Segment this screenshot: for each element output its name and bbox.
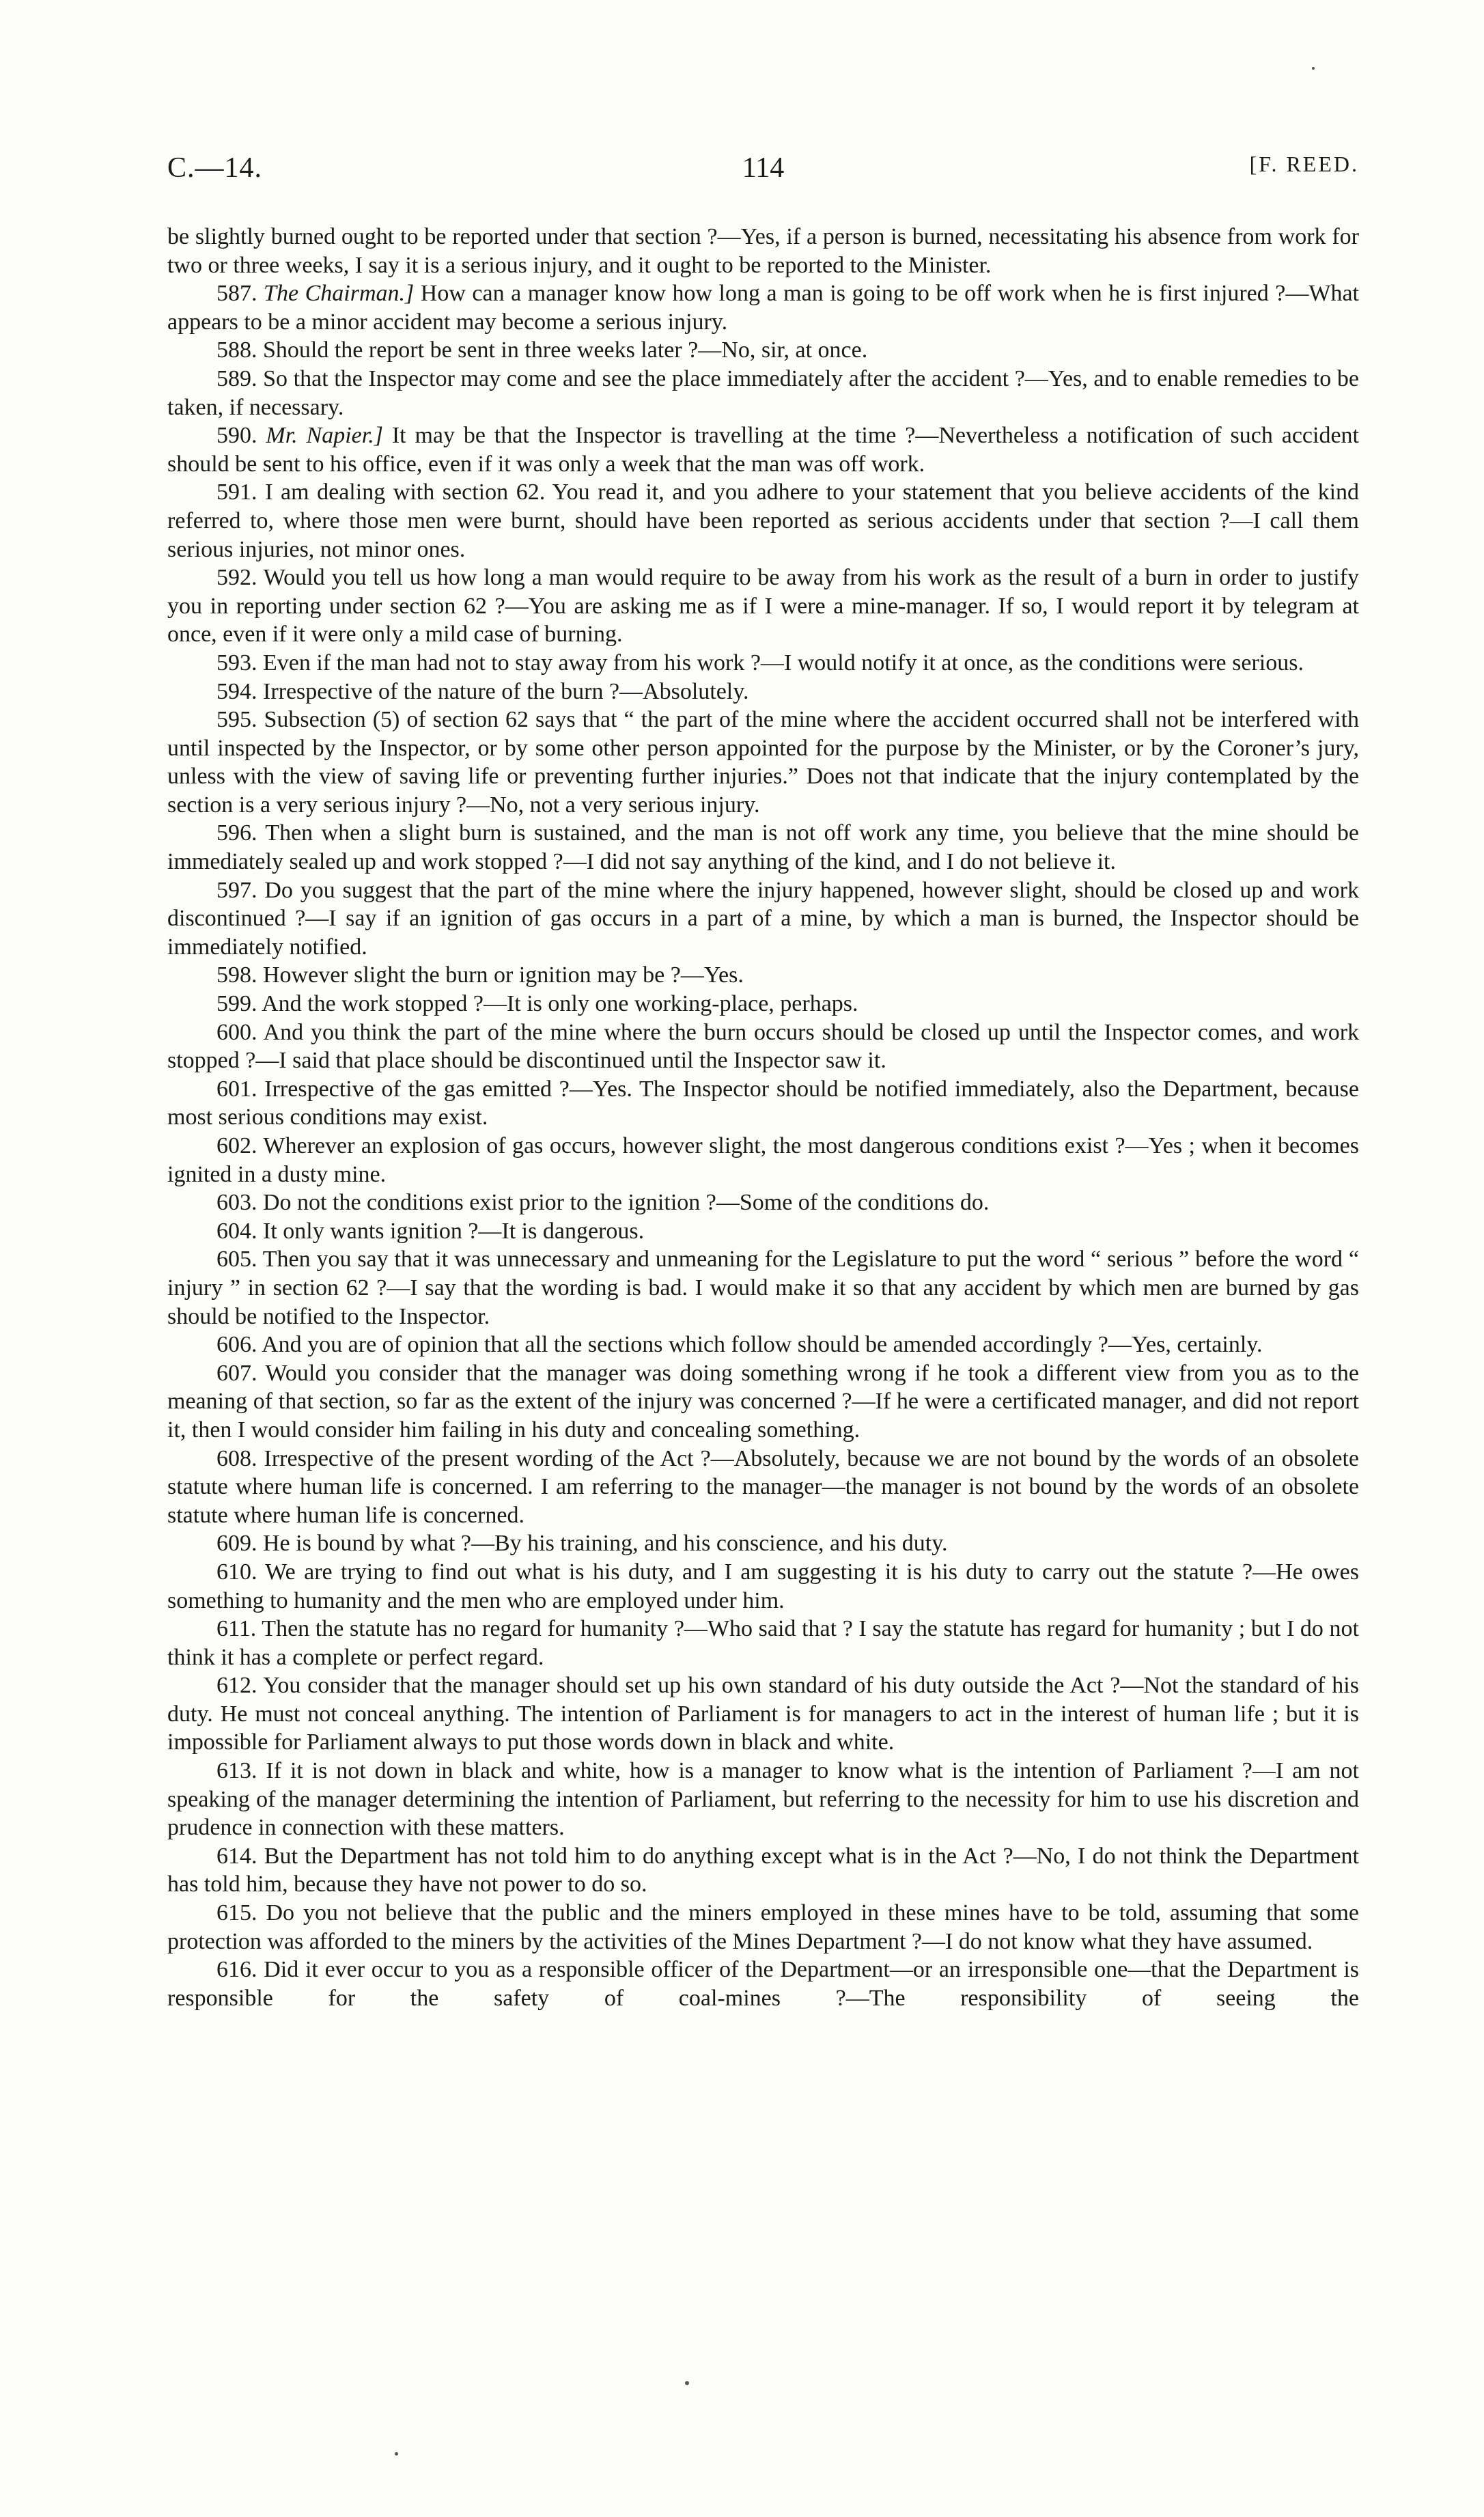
testimony-text: However slight the burn or ignition may be ?—Yes. <box>263 962 744 988</box>
continued-answer <box>167 223 1359 279</box>
testimony-text: Then you say that it was unnecessary and unmeaning for the Legislature to put the word “ serious ” before the word “ injury ” in section 62 ?—I say that the wording is bad. I would make it so that any accident by which men are burned by gas should be notified to the Inspector. <box>167 1247 1359 1329</box>
testimony-text: We are trying to find out what is his duty, and I am suggesting it is his duty to carry out the statute ?—He owes something to humanity and the men who are employed under him. <box>167 1559 1359 1613</box>
question-number: 604. <box>216 1218 257 1244</box>
testimony-text: I am dealing with section 62. You read it, and you adhere to your statement that you believe accidents of the kind referred to, where those men were burnt, should have been reported as serious accidents under that section ?—I call them serious injuries, not minor ones. <box>167 479 1360 562</box>
question-number: 587. <box>216 281 257 307</box>
testimony-text: Would you consider that the manager was doing something wrong if he took a different view from you as to the meaning of that section, so far as the extent of the injury was concerned ?—If he were a certificated manager, and did not report it, then I would consider him failing in his duty and concealing something. <box>167 1360 1359 1443</box>
testimony-text: Irrespective of the present wording of the Act ?—Absolutely, because we are not bound by the words of an obsolete statute where human life is concerned. I am referring to the manager—the manager is not bound by the words of an obsolete statute where human life is concerned. <box>167 1445 1360 1528</box>
question-number: 599. <box>216 991 257 1017</box>
question-589 <box>167 365 1359 421</box>
question-number: 613. <box>216 1758 257 1784</box>
question-number: 605. <box>216 1247 257 1273</box>
question-592 <box>167 564 1359 649</box>
question-number: 590. <box>216 423 257 449</box>
speaker-name: The Chairman.] <box>264 281 415 307</box>
testimony-text: Subsection (5) of section 62 says that “ the part of the mine where the accident occurred shall not be interfered with until inspected by the Inspector, or by some other person appointed for the purpose by the Minister, or by the Coroner’s jury, unless with the view of saving life or preventing further injuries.” Does not that indicate that the injury contemplated by the section is a very serious injury ?—No, not a very serious injury. <box>167 707 1360 818</box>
witness-name: [F. REED. <box>1249 152 1359 176</box>
question-number: 591. <box>216 479 257 505</box>
question-number: 596. <box>216 820 257 846</box>
question-590 <box>167 421 1359 478</box>
testimony-text: How can a manager know how long a man is going to be off work when he is first injured ?—What appears to be a minor accident may become a serious injury. <box>167 281 1359 335</box>
testimony-text: But the Department has not told him to do anything except what is in the Act ?—No, I do not think the Department has told him, because they have not power to do so. <box>167 1843 1360 1897</box>
scan-speck <box>1312 67 1315 70</box>
question-598 <box>167 961 1359 990</box>
question-number: 602. <box>216 1133 257 1158</box>
question-number: 597. <box>216 877 257 903</box>
testimony-text: Even if the man had not to stay away from his work ?—I would notify it at once, as the conditions were serious. <box>263 650 1304 676</box>
question-number: 615. <box>216 1900 257 1926</box>
question-601 <box>167 1075 1359 1132</box>
scan-speck <box>685 2381 689 2385</box>
question-number: 614. <box>216 1843 257 1869</box>
question-number: 603. <box>216 1190 257 1216</box>
testimony-text: And the work stopped ?—It is only one working-place, perhaps. <box>262 991 858 1017</box>
question-600 <box>167 1018 1359 1075</box>
question-599 <box>167 990 1359 1018</box>
testimony-text: And you are of opinion that all the sections which follow should be amended accordingly ?—Yes, certainly. <box>262 1332 1263 1358</box>
question-610 <box>167 1558 1359 1615</box>
testimony-text: Should the report be sent in three weeks later ?—No, sir, at once. <box>263 337 868 363</box>
question-607 <box>167 1359 1359 1445</box>
testimony-text: Then the statute has no regard for humanity ?—Who said that ? I say the statute has regard for humanity ; but I do not think it has a complete or perfect regard. <box>167 1616 1360 1670</box>
question-616 <box>167 1956 1359 2012</box>
question-605 <box>167 1245 1359 1331</box>
testimony-text: If it is not down in black and white, how is a manager to know what is the intention of Parliament ?—I am not speaking of the manager determining the intention of Parliament, but referring to the necessity for him to use his discretion and prudence in connection with these matters. <box>167 1758 1359 1841</box>
question-595 <box>167 706 1359 819</box>
question-597 <box>167 876 1359 962</box>
testimony-text: be slightly burned ought to be reported under that section ?—Yes, if a person is burned, necessitating his absence from work for two or three weeks, I say it is a serious injury, and it ought to be reported to the Minister. <box>167 224 1359 278</box>
testimony-body <box>167 223 1359 2012</box>
question-number: 588. <box>216 337 257 363</box>
question-606 <box>167 1331 1359 1359</box>
scan-speck <box>395 2452 398 2456</box>
question-number: 589. <box>216 365 257 391</box>
question-number: 595. <box>216 707 257 733</box>
question-number: 592. <box>216 565 257 591</box>
speaker-name: Mr. Napier.] <box>266 423 383 449</box>
testimony-text: Wherever an explosion of gas occurs, however slight, the most dangerous conditions exist ?—Yes ; when it becomes ignited in a dusty mine. <box>167 1133 1359 1187</box>
question-number: 593. <box>216 650 257 676</box>
testimony-text: It only wants ignition ?—It is dangerous. <box>263 1218 645 1244</box>
page-number: 114 <box>742 152 785 184</box>
testimony-text: So that the Inspector may come and see the place immediately after the accident ?—Yes, and to enable remedies to be taken, if necessary. <box>167 365 1359 420</box>
question-number: 594. <box>216 678 257 704</box>
question-588 <box>167 336 1359 365</box>
question-603 <box>167 1188 1359 1217</box>
testimony-text: Do you not believe that the public and the miners employed in these mines have to be told, assuming that some protection was afforded to the miners by the activities of the Mines Department ?—I do not know what they have assumed. <box>167 1900 1360 1954</box>
question-609 <box>167 1529 1359 1558</box>
question-602 <box>167 1132 1359 1188</box>
question-number: 612. <box>216 1673 257 1699</box>
question-number: 600. <box>216 1019 257 1045</box>
testimony-text: Irrespective of the nature of the burn ?—Absolutely. <box>263 678 749 704</box>
question-604 <box>167 1217 1359 1246</box>
question-593 <box>167 649 1359 678</box>
question-number: 598. <box>216 962 257 988</box>
question-number: 616. <box>216 1957 257 1983</box>
question-number: 609. <box>216 1531 257 1557</box>
question-615 <box>167 1899 1359 1956</box>
testimony-text: You consider that the manager should set up his own standard of his duty outside the Act ?—Not the standard of his duty. He must not conceal anything. The intention of Parliament is for managers to act in the interest of human life ; but it is impossible for Parliament always to put those words down in black and white. <box>167 1673 1359 1755</box>
paper-number: C.—14. <box>167 152 263 184</box>
question-613 <box>167 1757 1359 1842</box>
question-612 <box>167 1671 1359 1757</box>
question-594 <box>167 678 1359 706</box>
question-number: 608. <box>216 1445 257 1471</box>
question-614 <box>167 1842 1359 1899</box>
testimony-text: It may be that the Inspector is travelling at the time ?—Nevertheless a notification of such accident should be sent to his office, even if it was only a week that the man was off work. <box>167 423 1359 477</box>
testimony-text: Do you suggest that the part of the mine where the injury happened, however slight, should be closed up and work discontinued ?—I say if an ignition of gas occurs in a part of a mine, by which a man is burned, the Inspector should be immediately notified. <box>167 877 1360 960</box>
testimony-text: Do not the conditions exist prior to the ignition ?—Some of the conditions do. <box>263 1190 990 1216</box>
question-number: 606. <box>216 1332 257 1358</box>
testimony-text: Did it ever occur to you as a responsible officer of the Department—or an irresponsible one—that the Department is responsible for the safety of coal-mines ?—The responsibility of seeing the <box>167 1957 1360 2011</box>
question-number: 611. <box>216 1616 257 1642</box>
question-608 <box>167 1445 1359 1530</box>
testimony-text: He is bound by what ?—By his training, and his conscience, and his duty. <box>263 1531 948 1557</box>
question-number: 601. <box>216 1076 257 1102</box>
question-611 <box>167 1615 1359 1671</box>
testimony-text: And you think the part of the mine where the burn occurs should be closed up until the Inspector comes, and work stopped ?—I said that place should be discontinued until the Inspector saw it. <box>167 1019 1360 1074</box>
question-number: 607. <box>216 1360 257 1386</box>
question-591 <box>167 478 1359 564</box>
testimony-text: Then when a slight burn is sustained, and the man is not off work any time, you believe that the mine should be immediately sealed up and work stopped ?—I did not say anything of the kind, and I do not believe it. <box>167 820 1360 875</box>
testimony-text: Would you tell us how long a man would require to be away from his work as the result of a burn in order to justify you in reporting under section 62 ?—You are asking me as if I were a mine-manager. If so, I would report it by telegram at once, even if it were only a mild case of burning. <box>167 565 1359 648</box>
testimony-text: Irrespective of the gas emitted ?—Yes. The Inspector should be notified immediately, also the Department, because most serious conditions may exist. <box>167 1076 1359 1130</box>
question-596 <box>167 819 1359 876</box>
page-header <box>167 152 1359 193</box>
question-587 <box>167 279 1359 336</box>
question-number: 610. <box>216 1559 257 1585</box>
